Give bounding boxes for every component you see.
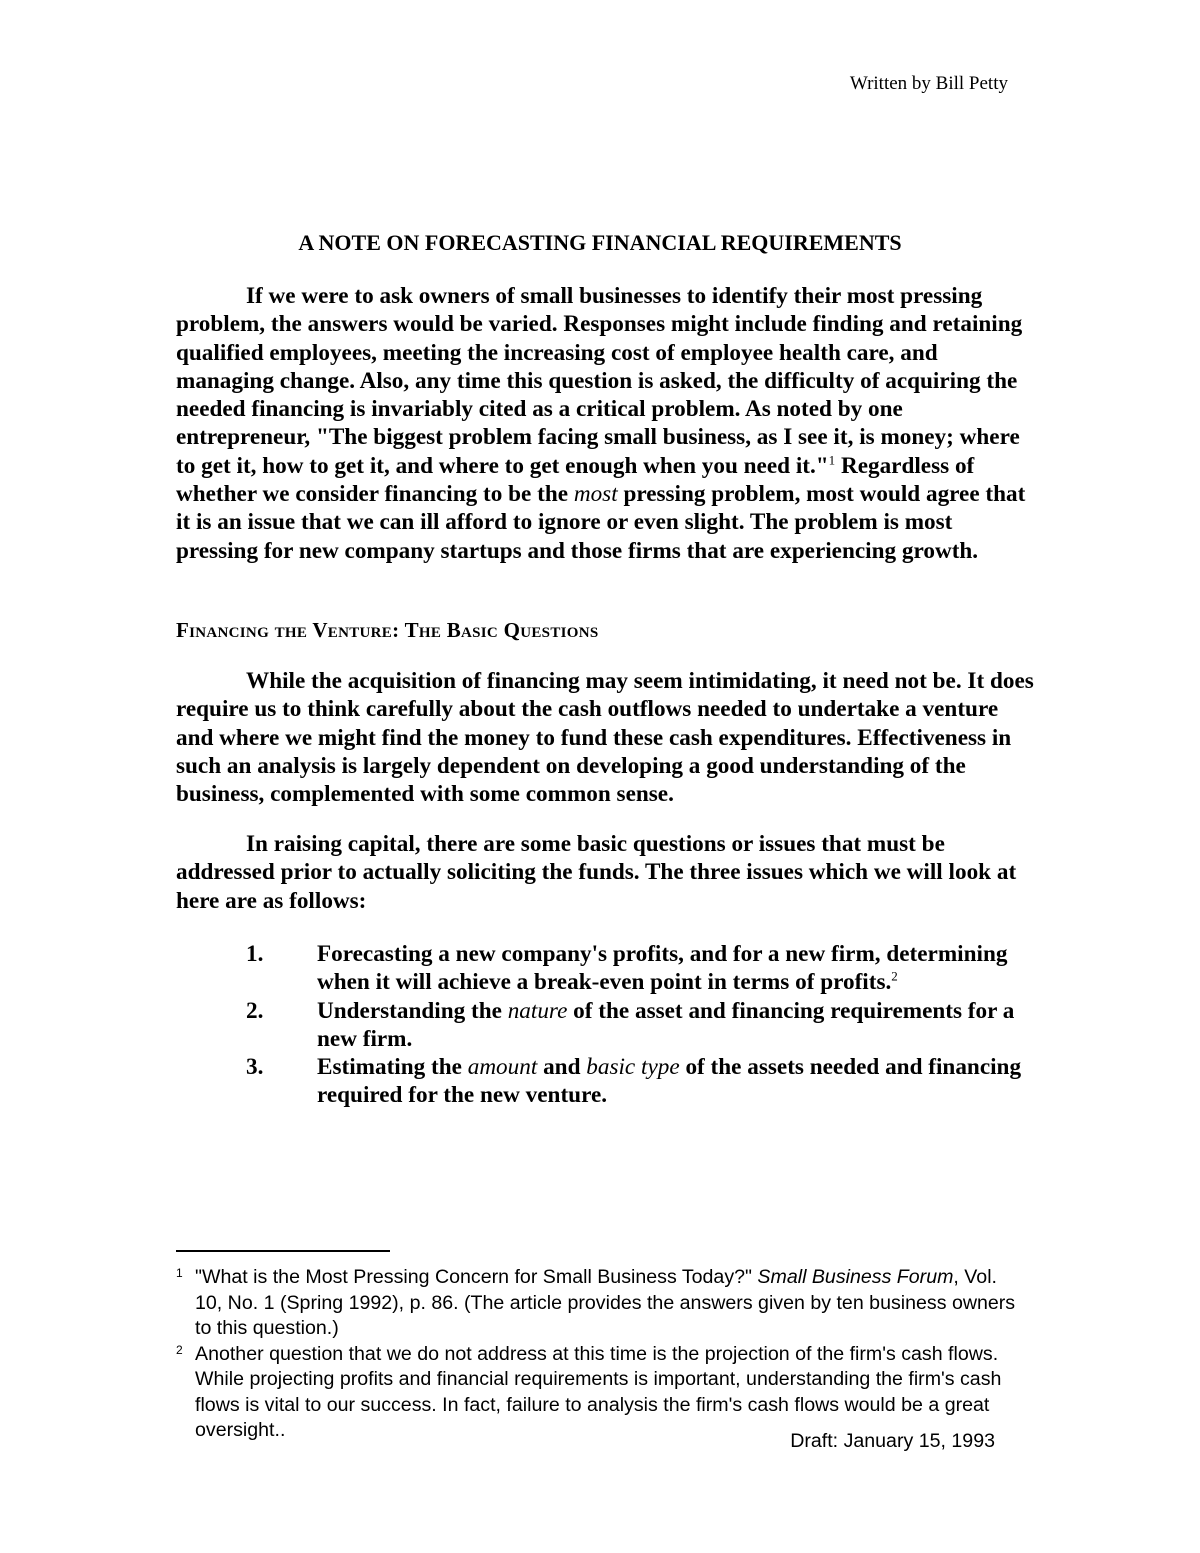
list-emphasis: basic type	[586, 1054, 680, 1081]
footnote-mark: 2	[176, 1342, 183, 1357]
list-item-text: of the assets needed and financing required for the new venture.	[317, 1054, 1022, 1109]
footnote-1	[176, 1265, 1026, 1342]
list-item-text: and	[537, 1054, 587, 1081]
footnote-text: , Vol. 10, No. 1 (Spring 1992), p. 86. (The article provides the answers given by ten business owners to this question.)	[195, 1266, 1016, 1339]
intro-text-part1: If we were to ask owners of small businesses to identify their most pressing problem, the answers would be varied. Responses might include finding and retaining qualified employees, meeting the increasing cost of employee health care, and managing change. Also, any time this question is asked, the difficulty of acquiring the needed financing is invariably cited as a critical problem. As noted by one entrepreneur, "The biggest problem facing small business, as I see it, is money; where to get it, how to get it, and where to get enough when you need it."	[176, 283, 1023, 479]
author-line: Written by Bill Petty	[849, 73, 1008, 94]
capital-paragraph	[176, 830, 1038, 915]
list-item	[176, 940, 1038, 997]
list-emphasis: amount	[467, 1054, 538, 1081]
footnote-mark: 1	[176, 1266, 183, 1280]
list-emphasis: nature	[507, 997, 568, 1024]
footnote-text: "What is the Most Pressing Concern for Small Business Today?"	[195, 1266, 758, 1288]
financing-paragraph-text: While the acquisition of financing may seem intimidating, it need not be. It does require us to think carefully about the cash outflows needed to undertake a venture and where we might find the money to fund these cash expenditures. Effectiveness in such an analysis is largely dependent on developing a good understanding of the business, complemented with some common sense.	[176, 668, 1034, 808]
list-item-text: Estimating the	[317, 1054, 468, 1081]
list-number: 3.	[246, 1054, 264, 1081]
intro-text-part2: Regardless of whether we consider financing to be the	[176, 452, 975, 508]
list-item-text: of the asset and financing requirements for a new firm.	[317, 997, 1015, 1052]
footnotes	[176, 1265, 1026, 1444]
issues-list	[176, 940, 1038, 1110]
footnote-italic: Small Business Forum	[757, 1266, 954, 1288]
list-number: 1.	[246, 941, 264, 967]
list-number: 2.	[246, 997, 264, 1024]
footnote-ref-2: 2	[891, 968, 898, 984]
capital-paragraph-text: In raising capital, there are some basic questions or issues that must be addressed prior to actually soliciting the funds. The three issues which we will look at here are as follows:	[176, 831, 1017, 914]
list-item-text: Forecasting a new company's profits, and for a new firm, determining when it will achieve a break-even point in terms of profits.	[317, 941, 1008, 996]
draft-date: Draft: January 15, 1993	[790, 1430, 995, 1452]
list-item-text: Understanding the	[317, 997, 508, 1024]
document-title: A NOTE ON FORECASTING FINANCIAL REQUIREMENTS	[298, 230, 902, 255]
list-item	[176, 1053, 1038, 1110]
footnote-ref-1: 1	[828, 452, 836, 468]
list-item	[176, 997, 1038, 1054]
footnote-divider	[176, 1250, 390, 1252]
financing-paragraph	[176, 667, 1038, 808]
intro-text-part3: pressing problem, most would agree that it is an issue that we can ill afford to ignore or even slight. The problem is most pressing for new company startups and those firms that are experiencing growth.	[176, 481, 1026, 564]
intro-paragraph	[176, 282, 1038, 565]
section-heading: Financing the Venture: The Basic Questions	[176, 618, 599, 642]
footnote-text: Another question that we do not address at this time is the projection of the firm's cash flows. While projecting profits and financial requirements is important, understanding the firm's cash flows is vital to our success. In fact, failure to analysis the firm's cash flows would be a great oversight..	[195, 1342, 1002, 1441]
intro-emphasis: most	[573, 481, 618, 508]
